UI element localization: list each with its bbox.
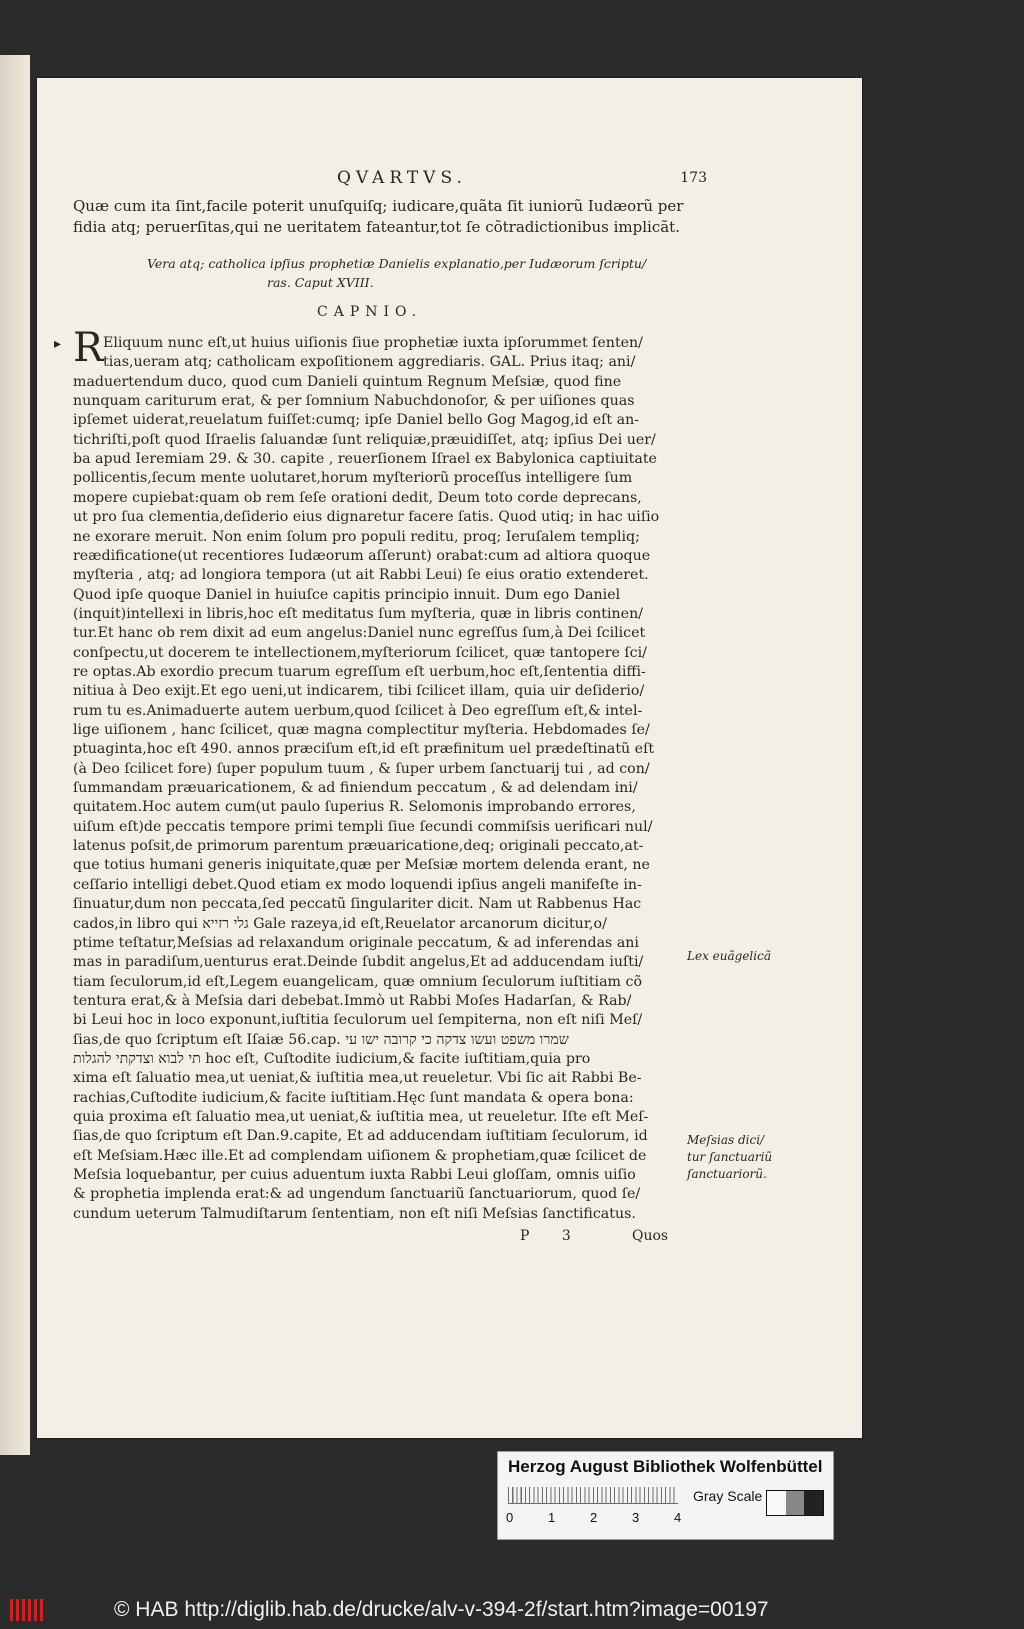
body-line: ceſſario intelligi debet.Quod etiam ex modo loquendi ipſius angeli manifeſte in- [73,876,642,893]
intro-line: Quæ cum ita ſint,facile poterit unuſquiſq; iudicare,quãta ſit iuniorũ Iudæorũ per [73,197,684,215]
body-line: myſteria , atq; ad longiora tempora (ut ait Rabbi Leui) ſe eius oratio extenderet. [73,567,649,584]
ruler-number: 1 [548,1510,556,1525]
body-line: maduertendum duco, quod cum Danieli quintum Regnum Meſsiæ, quod fine [73,373,622,390]
body-line: tias,ueram atq; catholicam expoſitionem aggrediaris. GAL. Prius itaq; ani/ [103,354,636,371]
caption-line: Vera atq; catholica ipſius prophetiæ Danielis explanatio,per Iudæorum ſcriptu/ [147,256,647,271]
gray-scale-swatch [766,1490,824,1516]
body-line: ptuaginta,hoc eſt 490. annos præciſum eſt,id eſt præfinitum uel prædeſtinatũ eſt [73,741,655,758]
caption-line: ras. Caput XVIII. [267,275,374,290]
intro-paragraph [73,196,718,238]
body-line: (à Deo ſcilicet fore) ſuper populum tuum , & ſuper urbem ſanctuarij tui , ad con/ [73,760,650,777]
footer-url[interactable]: © HAB http://diglib.hab.de/drucke/alv-v-394-2f/start.htm?image=00197 [114,1598,769,1621]
body-line: quitatem.Hoc autem cum(ut paulo ſuperius R. Selomonis improbando errores, [73,799,636,816]
footer-bar [0,1592,1024,1629]
running-head: QVARTVS. [337,168,467,188]
body-line: & prophetia implenda erat:& ad ungendum ſanctuariũ ſanctuariorum, quod ſe/ [73,1186,641,1203]
body-line: tur.Et hanc ob rem dixit ad eum angelus:Daniel nunc egreſſus ſum,à Dei ſcilicet [73,625,646,642]
library-scale-card [497,1451,834,1540]
body-line: bi Leui hoc in loco exponunt,iuſtitia ſeculorum uel ſempiterna, non eſt niſi Meſ/ [73,1012,643,1029]
body-line: nunquam cariturum erat, & per ſomnium Nabuchdonoſor, & per uiſiones quas [73,393,635,410]
body-line: (inquit)intellexi in libris,hoc eſt meditatus ſum myſteria, quæ in libris continen/ [73,605,643,622]
body-line: reædificatione(ut recentiores Iudæorum aſſerunt) orabat:cum ad altiora quoque [73,547,651,564]
body-line: latenus poſsit,de primorum parentum præuaricatione,deq; originali peccato,at- [73,838,644,855]
folio-number: 173 [680,170,707,186]
ruler-number: 0 [506,1510,514,1525]
body-line: ſias,de quo ſcriptum eſt Iſaiæ 56.cap. שמרו משפט ועשו צדקה כי קרובה ישו עי [73,1031,569,1048]
body-line: uiſum eſt)de peccatis tempore primi templi ſiue ſecundi commiſsis uerificari nul/ [73,818,653,835]
intro-line: fidia atq; peruerſitas,qui ne ueritatem fateantur,tot ſe cõtradictionibus implicãt. [73,218,680,236]
margin-note: ſanctuariorũ. [687,1167,767,1181]
body-line: ba apud Ieremiam 29. & 30. capite , reuerſionem Iſrael ex Babylonica captiuitate [73,451,657,468]
body-line: ſummandam præuaricationem, & ad finiendum peccatum , & ad delendam ini/ [73,780,638,797]
catchword: Quos [632,1228,669,1244]
body-line: pollicentis,ſecum mente uolutaret,horum myſteriorũ proceſſus intelligere ſum [73,470,633,487]
gray-scale-label: Gray Scale [693,1488,763,1504]
body-line: tichriſti,poſt quod Iſraelis ſaluandæ ſunt reliquiæ,præuidiſſet, atq; ipſius Dei uer/ [73,431,656,448]
body-line: cundum ueterum Talmudiſtarum ſententiam, non eſt niſi Meſsias ſanctificatus. [73,1205,636,1222]
body-line: ne exorare meruit. Non enim ſolum pro populi reditu, proq; Ieruſalem templiq; [73,528,640,545]
ruler-number: 3 [632,1510,640,1525]
body-line: nitiua à Deo exijt.Et ego ueni,ut indicarem, tibi ſcilicet illam, quia uir deſiderio/ [73,683,645,700]
body-line: ipſemet uiderat,reuelatum fuiſſet:cumq; ipſe Daniel bello Gog Magog,id eſt an- [73,412,640,429]
book-page [37,78,862,1438]
ruler-number: 4 [674,1510,682,1525]
body-line: lige uiſionem , hanc ſcilicet, quæ magna complectitur myſteria. Hebdomades ſe/ [73,722,650,738]
body-line: quia proxima eſt ſaluatio mea,ut ueniat,& iuſtitia mea, ut reueletur. Iſte eſt Meſ- [73,1109,649,1125]
previous-page-edge [0,55,30,1455]
body-line: ſinuatur,dum non peccata,ſed peccatũ ſingulariter dicit. Nam ut Rabbenus Hac [73,896,642,913]
chapter-caption [147,254,647,292]
ruler-number: 2 [590,1510,598,1525]
body-line: mas in paradiſum,uenturus erat.Deinde ſubdit angelus,Et ad adducendam iuſti/ [73,954,644,971]
body-line: ut pro ſua clementia,deſiderio eius dignaretur facere ſatis. Quod utiq; in hac uiſio [73,509,660,526]
body-line: Meſsia loquebantur, per cuius aduentum iuxta Rabbi Leui gloſſam, omnis uiſio [73,1167,636,1184]
body-line: תי לבוא וצדקתי להגלות hoc eſt, Cuſtodite iudicium,& facite iuſtitiam,quia pro [73,1050,591,1067]
body-line: xima eſt ſaluatio mea,ut ueniat,& iuſtitia mea,ut reueletur. Vbi ſic ait Rabbi Be- [73,1070,642,1087]
body-line: que totius humani generis iniquitate,quæ per Meſsiæ mortem delenda erant, ne [73,857,650,874]
body-line: ſias,de quo ſcriptum eſt Dan.9.capite, Et ad adducendam iuſtitiam ſeculorum, id [73,1128,648,1145]
speaker-heading: CAPNIO. [317,304,423,320]
body-line: Eliquum nunc eſt,ut huius uiſionis ſiue prophetiæ iuxta ipſorummet ſenten/ [103,335,643,351]
body-line: tentura erat,& à Meſsia dari debebat.Immò ut Rabbi Moſes Hadarſan, & Rab/ [73,992,632,1009]
signature-mark: P 3 [520,1228,585,1244]
body-line: rachias,Cuſtodite iudicium,& facite iuſtitiam.Hęc ſunt mandata & opera bona: [73,1089,634,1106]
body-line: conſpectu,ut docerem te intellectionem,myſteriorum ſcilicet, quæ tantopere ſci/ [73,644,647,661]
margin-note: Meſsias dici/ [687,1133,765,1147]
paragraph-marker: ▸ [54,336,62,352]
hab-logo-icon [10,1599,44,1621]
measurement-ruler [508,1487,678,1504]
library-name: Herzog August Bibliothek Wolfenbüttel [508,1457,823,1476]
body-line: rum tu es.Animaduerte autem uerbum,quod ſcilicet à Deo egreſſum eſt,& intel- [73,702,643,719]
body-line: ptime teſtatur,Meſsias ad relaxandum originale peccatum, & ad inferendas ani [73,934,639,951]
body-line: eſt Meſsiam.Hæc ille.Et ad complendam uiſionem & prophetiam,quæ ſcilicet de [73,1147,647,1164]
body-line: Quod ipſe quoque Daniel in huiuſce capitis principio innuit. Dum ego Daniel [73,586,621,603]
body-line: cados,in libro qui גלי רזייא Gale razeya,id eſt,Reuelator arcanorum dicitur,o/ [73,915,607,932]
body-line: re optas.Ab exordio precum tuarum egreſſum eſt uerbum,hoc eſt,ſententia diffi- [73,663,646,680]
margin-note: Lex euãgelicã [687,949,771,963]
drop-capital: R [73,325,104,371]
body-line: mopere cupiebat:quam ob rem ſeſe orationi dedit, Deum toto corde deprecans, [73,489,642,506]
body-line: tiam ſeculorum,id eſt,Legem euangelicam, quæ omnium ſeculorum iuſtitiam cõ [73,973,642,990]
margin-note: tur ſanctuariũ [687,1150,773,1164]
